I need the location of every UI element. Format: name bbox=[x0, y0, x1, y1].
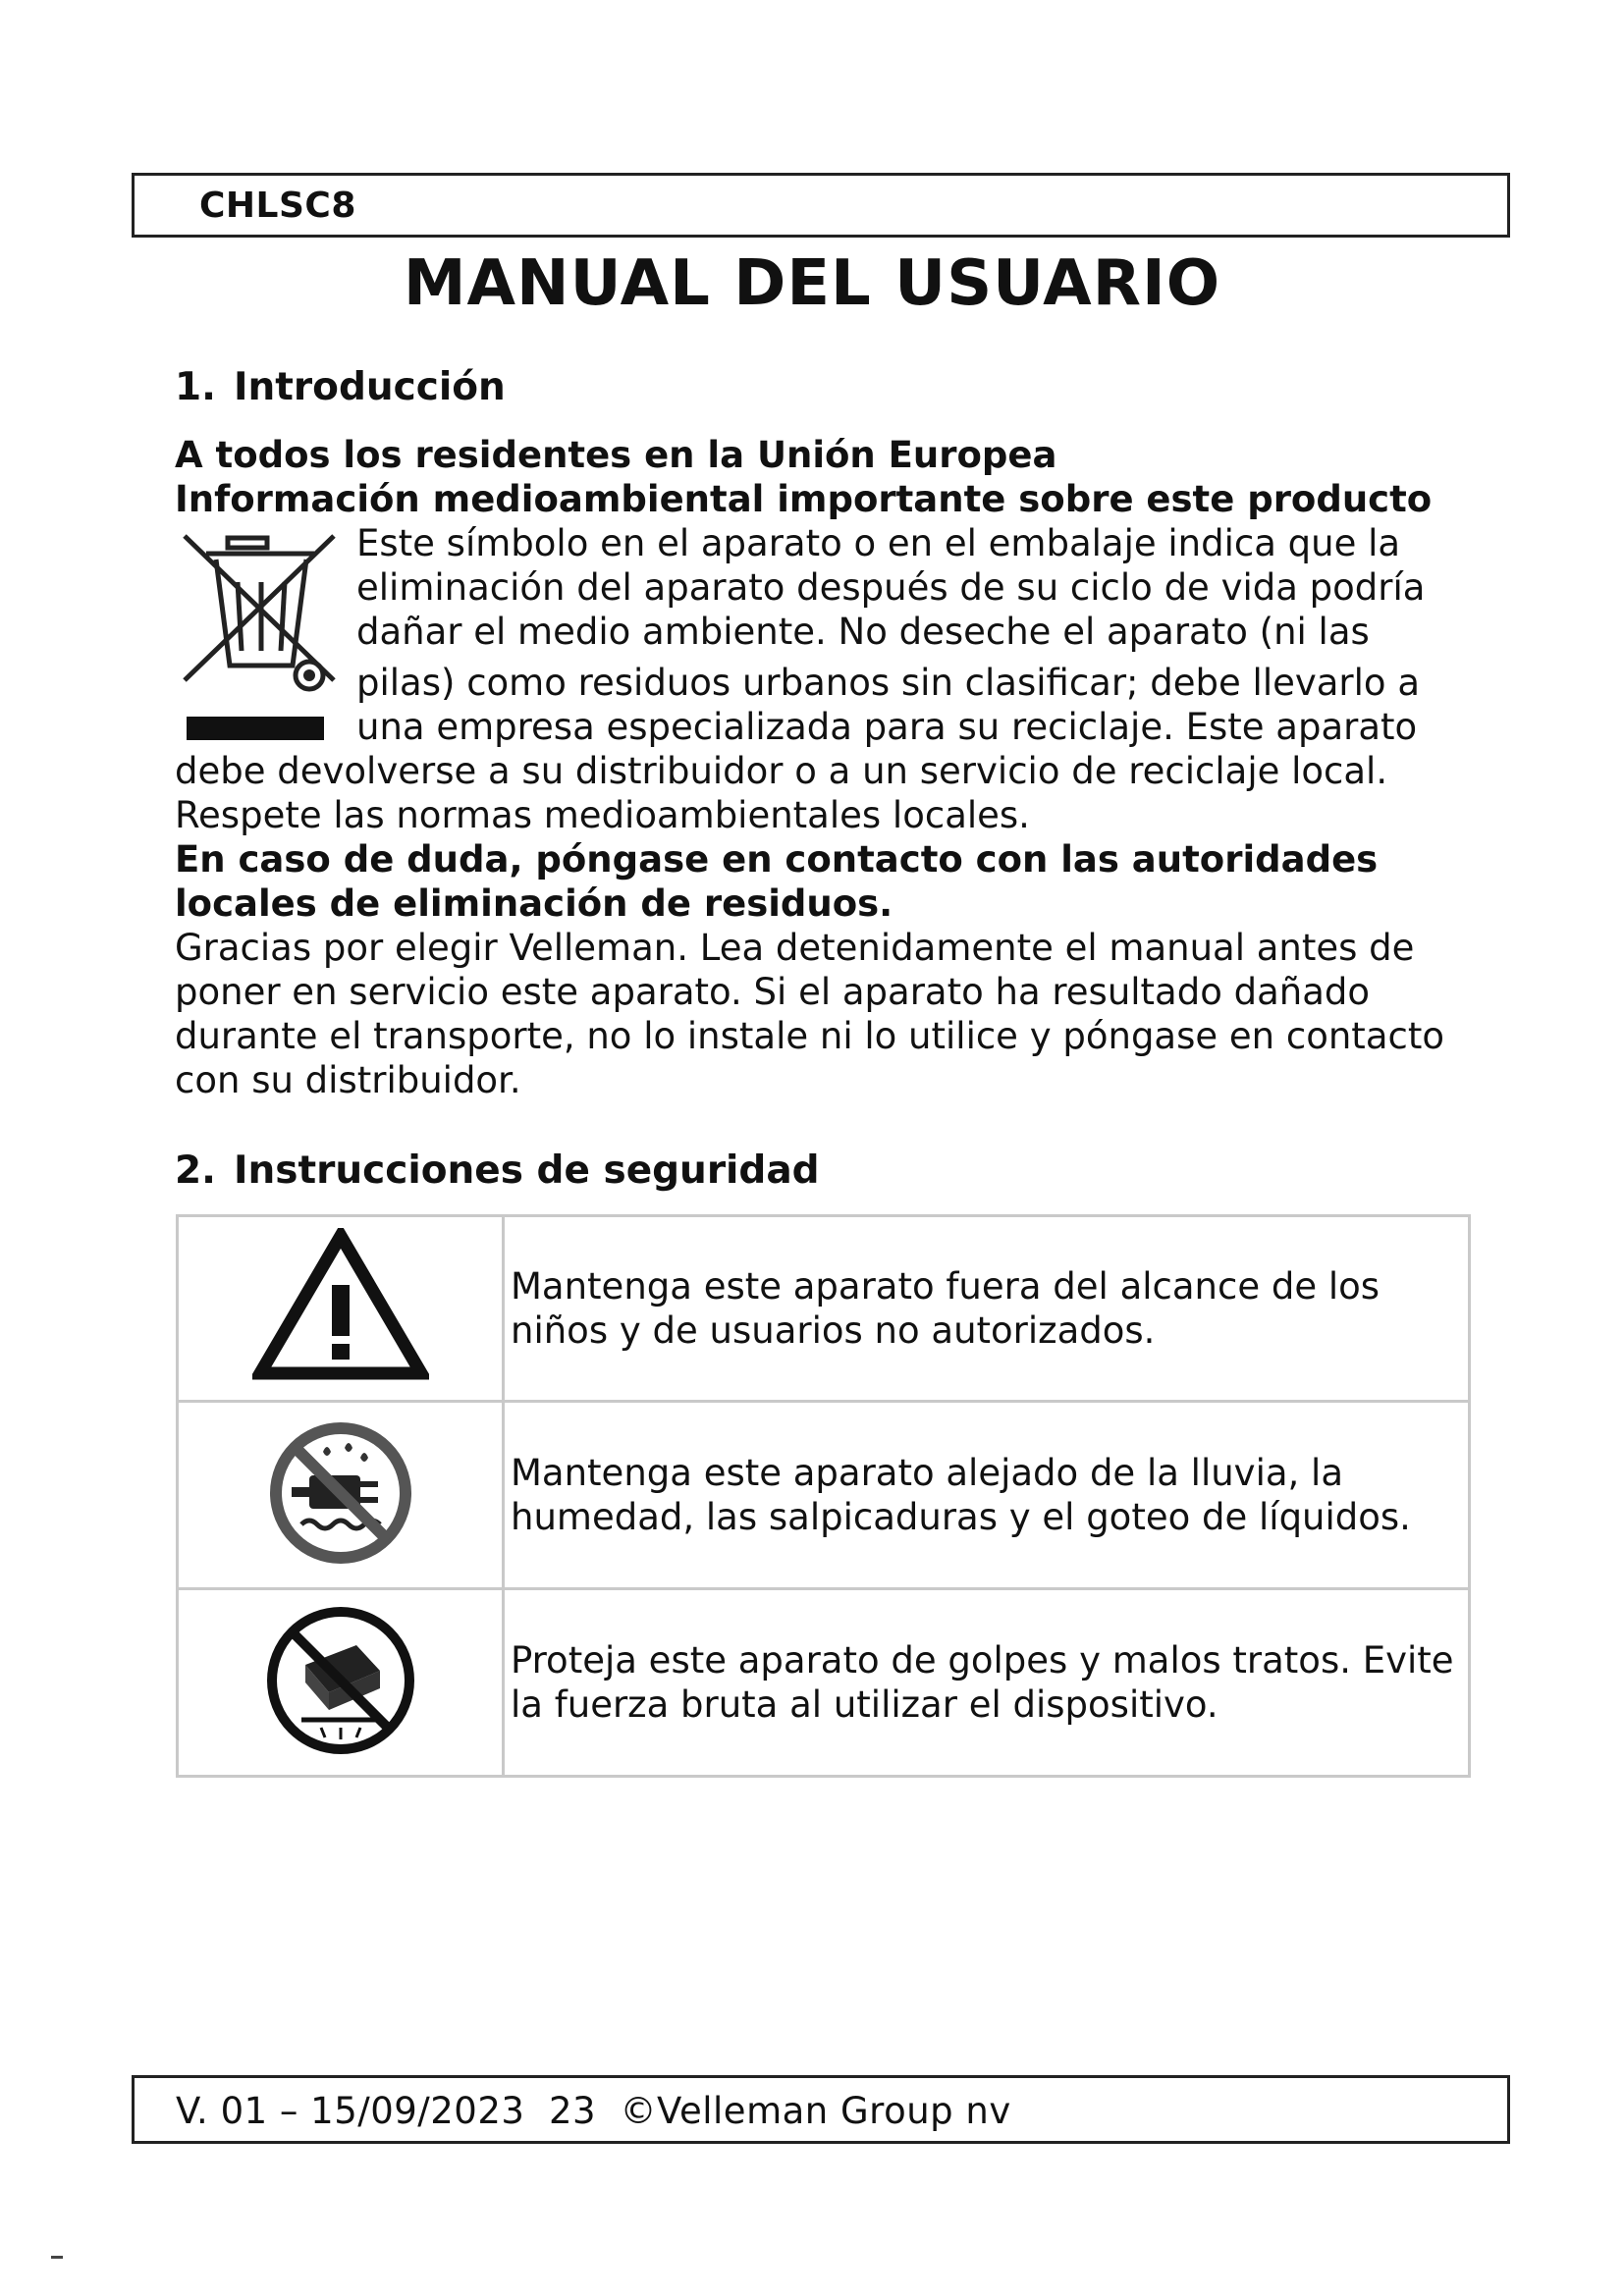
icon-cell bbox=[178, 1402, 504, 1589]
thanks-text-line-3: durante el transporte, no lo instale ni lo utilice y póngase en contacto bbox=[175, 1015, 1444, 1057]
header-box bbox=[132, 173, 1510, 238]
section-1-number: 1. bbox=[175, 365, 216, 409]
table-row bbox=[178, 1402, 1470, 1589]
no-water-icon bbox=[262, 1415, 419, 1572]
section-2-number: 2. bbox=[175, 1148, 216, 1193]
weee-text-line-1: Este símbolo en el aparato o en el embalaje indica que la bbox=[356, 522, 1401, 564]
icon-cell bbox=[178, 1216, 504, 1402]
weee-text-line-5: una empresa especializada para su reciclaje. Este aparato bbox=[356, 706, 1418, 748]
icon-cell bbox=[178, 1589, 504, 1777]
thanks-text-line-4: con su distribuidor. bbox=[175, 1059, 521, 1101]
eu-residents-heading: A todos los residentes en la Unión Europea bbox=[175, 434, 1057, 476]
doubt-text-line-2: locales de eliminación de residuos. bbox=[175, 882, 893, 925]
page-title: MANUAL DEL USUARIO bbox=[403, 247, 1221, 320]
recycling-text-line-1: debe devolverse a su distribuidor o a un servicio de reciclaje local. bbox=[175, 750, 1388, 792]
recycling-text-line-2: Respete las normas medioambientales locales. bbox=[175, 794, 1030, 836]
weee-text-line-2: eliminación del aparato después de su ciclo de vida podría bbox=[356, 566, 1426, 609]
footer-box bbox=[132, 2075, 1510, 2144]
table-row bbox=[178, 1216, 1470, 1402]
page-mark bbox=[51, 2256, 63, 2259]
table-row bbox=[178, 1589, 1470, 1777]
safety-text: Mantenga este aparato alejado de la lluvia, la humedad, las salpicaduras y el goteo de líquidos. bbox=[504, 1402, 1470, 1589]
environmental-info-heading: Información medioambiental importante sobre este producto bbox=[175, 478, 1433, 520]
section-1-title: Introducción bbox=[234, 365, 506, 409]
weee-text-line-3: dañar el medio ambiente. No deseche el aparato (ni las bbox=[356, 611, 1370, 653]
safety-text: Mantenga este aparato fuera del alcance de los niños y de usuarios no autorizados. bbox=[504, 1216, 1470, 1402]
footer-text: V. 01 – 15/09/2023 23 ©Velleman Group nv bbox=[176, 2090, 1011, 2132]
section-2-title: Instrucciones de seguridad bbox=[234, 1148, 820, 1193]
safety-instructions-table bbox=[176, 1214, 1471, 1778]
warning-triangle-icon bbox=[252, 1228, 429, 1385]
thanks-text-line-1: Gracias por elegir Velleman. Lea detenidamente el manual antes de bbox=[175, 927, 1415, 969]
section-2-heading bbox=[175, 1148, 820, 1193]
product-code: CHLSC8 bbox=[199, 186, 356, 226]
weee-text-line-4: pilas) como residuos urbanos sin clasificar; debe llevarlo a bbox=[356, 662, 1420, 704]
thanks-text-line-2: poner en servicio este aparato. Si el aparato ha resultado dañado bbox=[175, 971, 1371, 1013]
no-impact-icon bbox=[262, 1602, 419, 1759]
section-1-heading bbox=[175, 365, 506, 409]
weee-crossed-bin-icon bbox=[177, 528, 344, 754]
safety-text: Proteja este aparato de golpes y malos tratos. Evite la fuerza bruta al utilizar el dispositivo. bbox=[504, 1589, 1470, 1777]
doubt-text-line-1: En caso de duda, póngase en contacto con las autoridades bbox=[175, 838, 1379, 881]
